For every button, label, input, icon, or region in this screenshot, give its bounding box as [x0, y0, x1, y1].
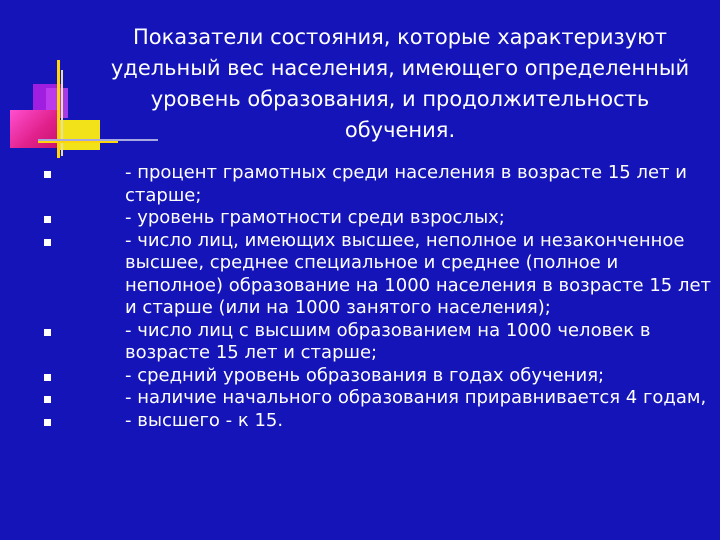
list-item-text: неполное) образование на 1000 населения в возрасте 15 лет: [125, 274, 712, 296]
decorative-line-vertical: [57, 60, 60, 158]
title-line: обучения.: [344, 118, 456, 142]
decorative-line-vertical-light: [61, 70, 63, 156]
list-item: [0, 230, 720, 320]
list-item-text: - процент грамотных среди населения в возрасте 15 лет и: [125, 162, 687, 183]
bullet-square-icon: [44, 396, 51, 403]
bullet-square-icon: [44, 171, 51, 178]
bullet-square-icon: [44, 239, 51, 246]
list-item: [0, 207, 720, 230]
list-item: [0, 387, 720, 410]
bullet-square-icon: [44, 374, 51, 381]
list-item-text: старше;: [125, 184, 202, 206]
decorative-block-yellow: [60, 120, 100, 150]
bullet-list: [0, 162, 720, 432]
list-item: [0, 162, 720, 207]
list-item-text: и старше (или на 1000 занятого населения);: [125, 297, 551, 318]
list-item-text: возрасте 15 лет и старше;: [125, 342, 378, 363]
title-line: удельный вес населения, имеющего определенный: [110, 56, 690, 80]
list-item-text: - число лиц с высшим образованием на 1000 человек в: [125, 319, 651, 341]
list-item: [0, 410, 720, 433]
list-item: [0, 320, 720, 365]
decorative-line-horizontal-yellow: [38, 141, 118, 143]
list-item: [0, 365, 720, 388]
list-item-text: высшее, среднее специальное и среднее (полное и: [125, 252, 619, 273]
list-item-text: - число лиц, имеющих высшее, неполное и незаконченное: [125, 229, 685, 251]
list-item-text: - наличие начального образования приравнивается 4 годам,: [125, 387, 707, 408]
title-line: Показатели состояния, которые характеризуют: [132, 25, 668, 49]
bullet-square-icon: [44, 216, 51, 223]
slide-title: [110, 22, 690, 146]
bullet-square-icon: [44, 419, 51, 426]
bullet-square-icon: [44, 329, 51, 336]
list-item-text: - средний уровень образования в годах обучения;: [125, 364, 605, 386]
title-line: уровень образования, и продолжительность: [150, 87, 650, 111]
list-item-text: - высшего - к 15.: [125, 409, 284, 431]
list-item-text: - уровень грамотности среди взрослых;: [125, 207, 505, 228]
